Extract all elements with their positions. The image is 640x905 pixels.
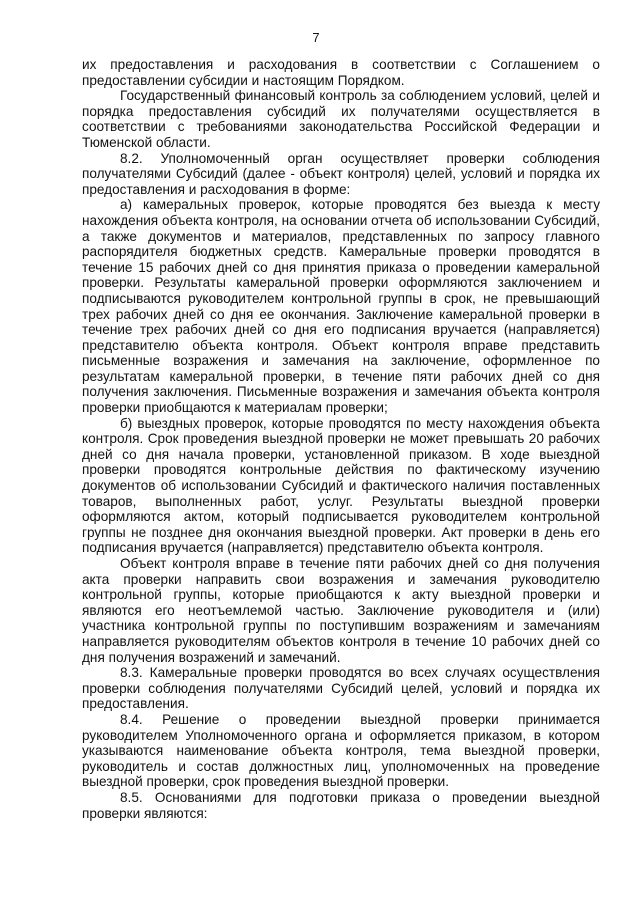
paragraph: Объект контроля вправе в течение пяти рабочих дней со дня получения акта проверки направить свои возражения и замечания руководителю контрольной группы, которые приобщаются к акту выездной проверки и являются его неотъемлемой частью. Заключение руководителя и (или) участника контрольной группы по поступившим возражениям и замечаниям направляется руководителям объектов контроля в течение 10 рабочих дней со дня получения возражений и замечаний. [82, 556, 600, 665]
paragraph: 8.2. Уполномоченный орган осуществляет проверки соблюдения получателями Субсидий (далее - объект контроля) целей, условий и порядка их предоставления и расходования в форме: [82, 150, 600, 197]
document-body [82, 57, 600, 821]
paragraph: б) выездных проверок, которые проводятся по месту нахождения объекта контроля. Срок проведения выездной проверки не может превышать 20 рабочих дней со дня начала проверки, установленной приказом. В ходе выездной проверки проводятся контрольные действия по фактическому изучению документов об использовании Субсидий и фактического наличия поставленных товаров, выполненных работ, услуг. Результаты выездной проверки оформляются актом, который подписывается руководителем контрольной группы не позднее дня окончания выездной проверки. Акт проверки в день его подписания вручается (направляется) представителю объекта контроля. [82, 415, 600, 556]
paragraph: Государственный финансовый контроль за соблюдением условий, целей и порядка предоставления субсидий их получателями осуществляется в соответствии с требованиями законодательства Российской Федерации и Тюменской области. [82, 88, 600, 150]
paragraph: 8.5. Основаниями для подготовки приказа о проведении выездной проверки являются: [82, 789, 600, 821]
paragraph: их предоставления и расходования в соответствии с Соглашением о предоставлении субсидии и настоящим Порядком. [82, 57, 600, 88]
paragraph: а) камеральных проверок, которые проводятся без выезда к месту нахождения объекта контроля, на основании отчета об использовании Субсидий, а также документов и материалов, представленных по запросу главного распорядителя бюджетных средств. Камеральные проверки проводятся в течение 15 рабочих дней со дня принятия приказа о проведении камеральной проверки. Результаты камеральной проверки оформляются заключением и подписываются руководителем контрольной группы в срок, не превышающий трех рабочих дней со дня ее окончания. Заключение камеральной проверки в течение трех рабочих дней со дня его подписания вручается (направляется) представителю объекта контроля. Объект контроля вправе представить письменные возражения и замечания на заключение, оформленное по результатам камеральной проверки, в течение пяти рабочих дней со дня получения заключения. Письменные возражения и замечания объекта контроля проверки приобщаются к материалам проверки; [82, 197, 600, 416]
paragraph: 8.3. Камеральные проверки проводятся во всех случаях осуществления проверки соблюдения получателями Субсидий целей, условий и порядка их предоставления. [82, 665, 600, 712]
paragraph: 8.4. Решение о проведении выездной проверки принимается руководителем Уполномоченного органа и оформляется приказом, в котором указываются наименование объекта контроля, тема выездной проверки, руководитель и состав должностных лиц, уполномоченных на проведение выездной проверки, срок проведения выездной проверки. [82, 711, 600, 790]
page-number: 7 [312, 30, 320, 45]
